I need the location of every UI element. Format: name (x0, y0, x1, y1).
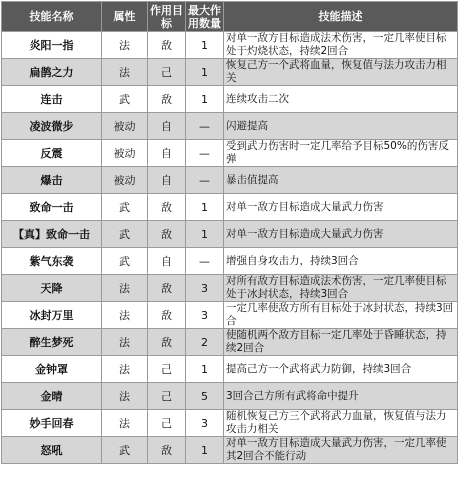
cell-description: 随机恢复己方三个武将武力血量，恢复值与法力攻击力相关 (224, 410, 458, 437)
table-row (2, 32, 458, 59)
table-row (2, 302, 458, 329)
table-row (2, 275, 458, 302)
cell-attribute: 法 (102, 59, 148, 86)
cell-target: 己 (148, 356, 186, 383)
cell-attribute: 武 (102, 437, 148, 464)
cell-max-count: — (186, 113, 224, 140)
cell-max-count: 2 (186, 329, 224, 356)
cell-description: 暴击值提高 (224, 167, 458, 194)
cell-target: 敌 (148, 302, 186, 329)
cell-target: 敌 (148, 194, 186, 221)
table-row (2, 356, 458, 383)
cell-attribute: 法 (102, 329, 148, 356)
cell-max-count: 1 (186, 86, 224, 113)
table-row (2, 329, 458, 356)
cell-description: 对单一敌方目标造成法术伤害，一定几率使目标处于灼烧状态，持续2回合 (224, 32, 458, 59)
cell-description: 对单一敌方目标造成大量武力伤害 (224, 194, 458, 221)
cell-max-count: — (186, 140, 224, 167)
cell-max-count: 1 (186, 437, 224, 464)
cell-description: 使随机两个敌方目标一定几率处于昏睡状态，持续2回合 (224, 329, 458, 356)
cell-description: 恢复己方一个武将血量，恢复值与法力攻击力相关 (224, 59, 458, 86)
table-row (2, 86, 458, 113)
table-row (2, 167, 458, 194)
cell-skill-name: 紫气东袭 (2, 248, 102, 275)
table-row (2, 140, 458, 167)
cell-attribute: 法 (102, 383, 148, 410)
cell-attribute: 武 (102, 221, 148, 248)
table-row (2, 59, 458, 86)
header-max-count: 最大作用数量 (186, 2, 224, 32)
cell-attribute: 武 (102, 86, 148, 113)
cell-target: 自 (148, 113, 186, 140)
cell-skill-name: 金晴 (2, 383, 102, 410)
cell-max-count: 1 (186, 356, 224, 383)
cell-target: 敌 (148, 221, 186, 248)
cell-max-count: 3 (186, 410, 224, 437)
header-row (2, 2, 458, 32)
table-row (2, 383, 458, 410)
cell-description: 连续攻击二次 (224, 86, 458, 113)
cell-skill-name: 爆击 (2, 167, 102, 194)
cell-description: 对单一敌方目标造成大量武力伤害，一定几率使其2回合不能行动 (224, 437, 458, 464)
cell-max-count: 1 (186, 32, 224, 59)
cell-skill-name: 怒吼 (2, 437, 102, 464)
cell-attribute: 武 (102, 248, 148, 275)
cell-attribute: 法 (102, 302, 148, 329)
cell-max-count: 1 (186, 194, 224, 221)
cell-max-count: — (186, 248, 224, 275)
table-row (2, 221, 458, 248)
cell-skill-name: 妙手回春 (2, 410, 102, 437)
cell-target: 敌 (148, 329, 186, 356)
cell-skill-name: 天降 (2, 275, 102, 302)
cell-skill-name: 连击 (2, 86, 102, 113)
cell-target: 己 (148, 59, 186, 86)
cell-target: 自 (148, 248, 186, 275)
cell-skill-name: 冰封万里 (2, 302, 102, 329)
cell-attribute: 法 (102, 410, 148, 437)
cell-skill-name: 醉生梦死 (2, 329, 102, 356)
cell-description: 一定几率使敌方所有目标处于冰封状态，持续3回合 (224, 302, 458, 329)
header-attribute: 属性 (102, 2, 148, 32)
cell-attribute: 法 (102, 32, 148, 59)
cell-target: 己 (148, 410, 186, 437)
cell-max-count: 1 (186, 59, 224, 86)
cell-description: 受到武力伤害时一定几率给予目标50%的伤害反弹 (224, 140, 458, 167)
cell-max-count: 3 (186, 275, 224, 302)
cell-max-count: 5 (186, 383, 224, 410)
table-row (2, 437, 458, 464)
skills-table (1, 1, 458, 464)
cell-skill-name: 【真】致命一击 (2, 221, 102, 248)
cell-description: 3回合己方所有武将命中提升 (224, 383, 458, 410)
cell-description: 对所有敌方目标造成法术伤害，一定几率使目标处于冰封状态，持续3回合 (224, 275, 458, 302)
cell-max-count: — (186, 167, 224, 194)
cell-attribute: 被动 (102, 167, 148, 194)
cell-target: 自 (148, 167, 186, 194)
table-row (2, 248, 458, 275)
cell-attribute: 被动 (102, 113, 148, 140)
cell-max-count: 3 (186, 302, 224, 329)
cell-description: 闪避提高 (224, 113, 458, 140)
cell-skill-name: 凌波微步 (2, 113, 102, 140)
header-description: 技能描述 (224, 2, 458, 32)
cell-target: 敌 (148, 86, 186, 113)
cell-description: 增强自身攻击力，持续3回合 (224, 248, 458, 275)
table-row (2, 194, 458, 221)
header-skill-name: 技能名称 (2, 2, 102, 32)
header-target: 作用目标 (148, 2, 186, 32)
cell-target: 敌 (148, 437, 186, 464)
cell-attribute: 武 (102, 194, 148, 221)
cell-attribute: 法 (102, 356, 148, 383)
table-row (2, 113, 458, 140)
cell-skill-name: 金钟罩 (2, 356, 102, 383)
cell-attribute: 法 (102, 275, 148, 302)
cell-skill-name: 扁鹊之力 (2, 59, 102, 86)
cell-target: 自 (148, 140, 186, 167)
skills-table-container (1, 1, 457, 464)
cell-description: 提高己方一个武将武力防御，持续3回合 (224, 356, 458, 383)
cell-description: 对单一敌方目标造成大量武力伤害 (224, 221, 458, 248)
cell-max-count: 1 (186, 221, 224, 248)
cell-target: 己 (148, 383, 186, 410)
cell-target: 敌 (148, 32, 186, 59)
cell-target: 敌 (148, 275, 186, 302)
cell-skill-name: 反震 (2, 140, 102, 167)
cell-attribute: 被动 (102, 140, 148, 167)
table-row (2, 410, 458, 437)
cell-skill-name: 炎阳一指 (2, 32, 102, 59)
cell-skill-name: 致命一击 (2, 194, 102, 221)
